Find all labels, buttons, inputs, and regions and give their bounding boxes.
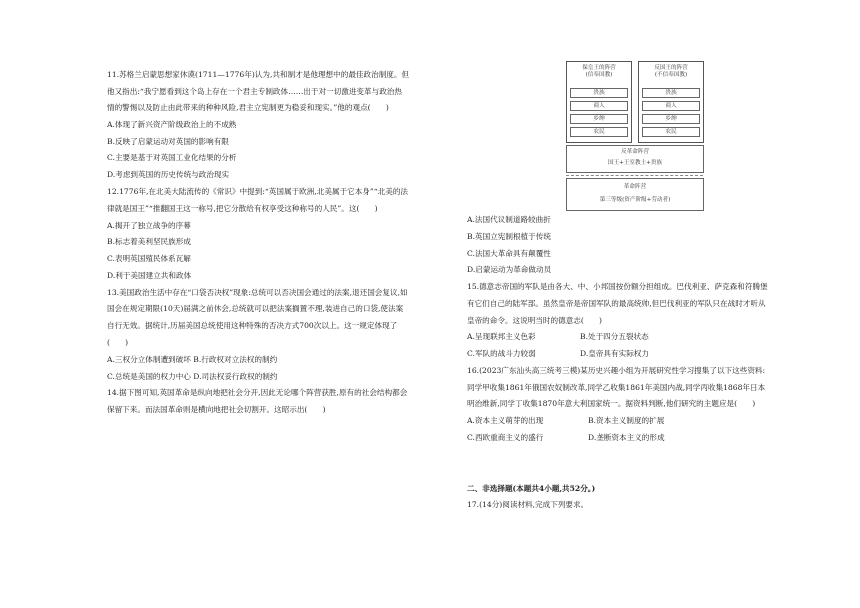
q16-option-b: B.资本主义制度的扩展 (588, 416, 665, 425)
q13-option-cd: C.总统是美国的权力中心 D.司法权妥行政权的制约 (107, 372, 278, 381)
q13-line-3: 自行无效。据统计,历届美国总统使用这种特殊的否决方式700次以上。这一规定体现了 (107, 321, 398, 330)
q11-line-1: 11.苏格兰启蒙思想家休谟(1711—1776年)认为,共和制才是他理想中的最佳政治制度。但 (107, 70, 410, 79)
q15-option-d: D.皇帝具有实际权力 (580, 349, 649, 358)
q14-option-c: C.法国大革命具有颠覆性 (467, 249, 551, 258)
royalist-row-merchants: 商人 (570, 101, 628, 111)
q14-line-2: 保留下来。而法国革命则是横向地把社会切割开。这昭示出( ) (107, 405, 326, 414)
anti-royalist-row-gentry: 乡绅 (642, 114, 700, 124)
revolution-title: 革命阵营 (623, 184, 647, 190)
revolution-diagram (566, 61, 703, 211)
q11-option-d: D.考虑到英国的历史传统与政治现实 (107, 170, 230, 179)
q12-option-a: A.揭开了独立战争的序幕 (107, 221, 191, 230)
q11-option-a: A.体现了新兴资产阶级政治上的不成熟 (107, 120, 237, 129)
q13-option-ab: A.三权分立体制遭到破坏 B.行政权对立法权的制约 (107, 355, 278, 364)
q13-line-2: 国会在规定期限(10天)届满之前休会,总统就可以把法案搁置不理,装进自己的口袋,使法案 (107, 304, 404, 313)
q15-option-b: B.处于四分五裂状态 (580, 332, 649, 341)
q17-prompt: 17.(14分)阅读材料,完成下列要求。 (467, 500, 589, 509)
anti-royalist-title-2: (不信奉国教) (654, 72, 688, 78)
revolution-content: 第三等级(资产阶级+劳动者) (599, 197, 671, 203)
q11-option-c: C.主要是基于对英国工业化结果的分析 (107, 153, 237, 162)
q11-line-2: 他又指出:“我宁愿看到这个岛上存在一个君主专制政体……出于对一切激进变革与政治热 (107, 87, 402, 96)
section-2-heading: 二、非选择题(本题共4小题,共52分。) (467, 484, 596, 493)
q12-option-c: C.表明英国殖民体系瓦解 (107, 254, 191, 263)
q14-option-d: D.启蒙运动为革命做动员 (467, 265, 552, 274)
q12-line-1: 12.1776年,在北美大陆流传的《常识》中提到:“英国属于欧洲,北美属于它本身”“北美的法 (107, 187, 409, 196)
q15-option-c: C.军队的战斗力较弱 (467, 349, 536, 358)
q14-option-b: B.英国立宪制根植于传统 (467, 232, 551, 241)
q14-option-a: A.法国代议制道路较曲折 (467, 215, 551, 224)
q15-line-1: 15.德意志帝国的军队是由各大、中、小邦国按份额分担组成。巴伐利亚、萨克森和符腾堡 (467, 282, 768, 291)
royalist-row-nobles: 贵族 (570, 88, 628, 98)
q16-option-d: D.垄断资本主义的形成 (588, 433, 665, 442)
q16-option-c: C.西欧重商主义的盛行 (467, 433, 544, 442)
q16-line-1: 16.(2023广东汕头高三统考三模)某历史兴趣小组为开展研究性学习搜集了以下这些资料: (467, 366, 766, 375)
q12-option-d: D.利于美国建立共和政体 (107, 271, 192, 280)
anti-royalist-row-merchants: 商人 (642, 101, 700, 111)
q16-line-2: 同学甲收集1861年俄国农奴制改革,同学乙收集1861年美国内战,同学丙收集1868年日本 (467, 383, 766, 392)
q16-line-3: 明治维新,同学丁收集1870年意大利国家统一。据资料判断,他们研究的主题应是( ) (467, 399, 756, 408)
royalist-row-peasants: 农民 (570, 127, 628, 137)
royalist-title-2: (信奉国教) (585, 72, 613, 78)
revolution-box (566, 178, 704, 211)
q14-line-1: 14.据下图可知,英国革命是纵向地把社会分开,因此无论哪个阵营获胜,原有的社会结构都会 (107, 388, 408, 397)
q15-line-2: 有它们自己的陆军部。虽然皇帝是帝国军队的最高统帅,但巴伐利亚的军队只在战时才听从 (467, 299, 766, 308)
counter-revolution-title: 反革命阵营 (621, 149, 649, 155)
q15-option-a: A.呈现联邦主义色彩 (467, 332, 536, 341)
anti-royalist-camp-box (638, 61, 704, 143)
anti-royalist-row-nobles: 贵族 (642, 88, 700, 98)
royalist-title-1: 保皇王的阵营 (582, 65, 616, 71)
q15-line-3: 皇帝的命令。这说明当时的德意志( ) (467, 316, 603, 325)
anti-royalist-title-1: 反国王的阵营 (654, 65, 688, 71)
anti-royalist-row-peasants: 农民 (642, 127, 700, 137)
q13-line-1: 13.美国政治生活中存在“口袋否决权”现象:总统可以否决国会通过的法案,退还国会复议,如 (107, 288, 408, 297)
q12-option-b: B.标志着美利坚民族形成 (107, 237, 191, 246)
royalist-row-gentry: 乡绅 (570, 114, 628, 124)
q11-option-b: B.反映了启蒙运动对英国的影响有限 (107, 137, 229, 146)
wave-divider (566, 172, 703, 176)
q13-line-4: ( ) (107, 338, 129, 347)
q12-line-2: 律就是国王”“推翻国王这一称号,把它分散给有权享受这种称号的人民”。这( ) (107, 204, 378, 213)
q16-option-a: A.资本主义萌芽的出现 (467, 416, 544, 425)
royalist-camp-box (566, 61, 632, 143)
q11-line-3: 情的警惕以及防止由此带来的种种风险,君主立宪制更为稳妥和现实。”他的观点( ) (107, 103, 389, 112)
counter-revolution-box (566, 145, 704, 173)
counter-revolution-content: 国王+王室教士+贵族 (607, 160, 663, 166)
